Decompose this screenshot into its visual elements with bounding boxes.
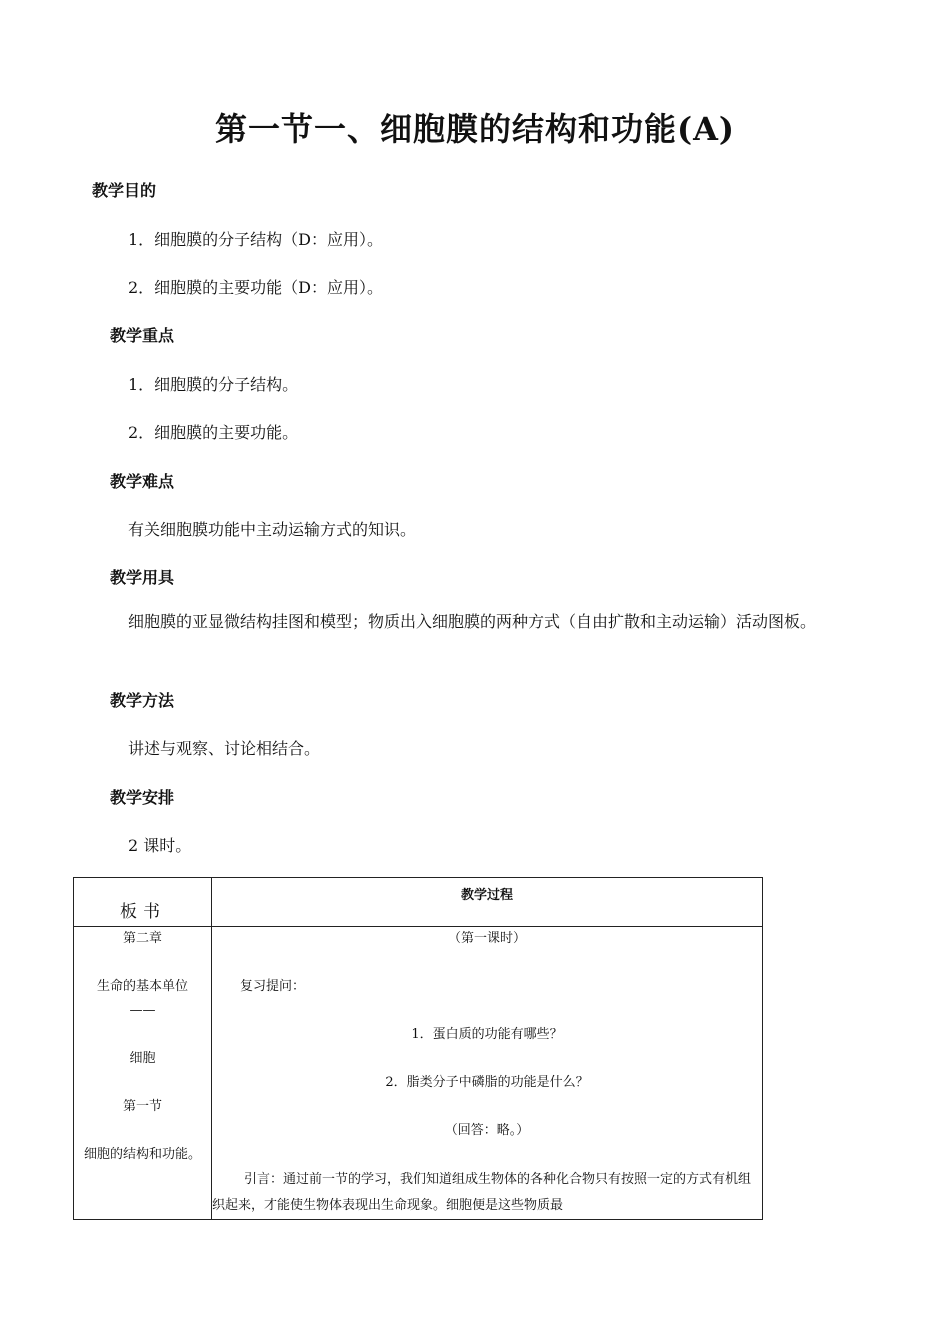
board-line-cell: 细胞: [129, 1051, 156, 1066]
board-cell: [74, 927, 212, 1220]
methods-heading: 教学方法: [110, 691, 175, 710]
process-header: 教学过程: [460, 888, 513, 903]
board-line-dash: ——: [129, 1003, 156, 1018]
key-point-item-2: 2．细胞膜的主要功能。: [128, 423, 299, 442]
board-line-section: 第一节: [122, 1099, 162, 1114]
review-label: 复习提问：: [240, 979, 306, 994]
page-title: 第一节一、细胞膜的结构和功能(A): [214, 110, 736, 148]
tools-heading: 教学用具: [110, 568, 175, 587]
board-header: 板书: [120, 902, 166, 922]
answer-note: （回答：略。）: [444, 1123, 530, 1138]
goal-item-2: 2．细胞膜的主要功能（D：应用）。: [128, 278, 384, 297]
difficulties-heading: 教学难点: [110, 472, 175, 491]
intro-text: 引言：通过前一节的学习，我们知道组成生物体的各种化合物只有按照一定的方式有机组织起来，才能使生物体表现出生命现象。细胞便是这些物质最: [212, 1172, 752, 1213]
board-line-chapter: 第二章: [122, 931, 162, 946]
process-cell: [212, 927, 763, 1220]
board-header-cell: [74, 878, 212, 927]
board-line-topic: 细胞的结构和功能。: [83, 1147, 201, 1162]
schedule-heading: 教学安排: [110, 788, 175, 807]
table-body-row: [74, 927, 763, 1220]
board-line-unit: 生命的基本单位: [96, 979, 188, 994]
goals-heading: 教学目的: [92, 181, 157, 200]
key-point-item-1: 1．细胞膜的分子结构。: [128, 375, 299, 394]
difficulties-text: 有关细胞膜功能中主动运输方式的知识。: [128, 520, 417, 539]
question-2: 2．脂类分子中磷脂的功能是什么？: [385, 1075, 589, 1090]
process-header-cell: [212, 878, 763, 927]
tools-text: 细胞膜的亚显微结构挂图和模型；物质出入细胞膜的两种方式（自由扩散和主动运输）活动图板。: [128, 612, 817, 631]
goal-item-1: 1．细胞膜的分子结构（D：应用）。: [128, 230, 384, 249]
teaching-process-table: [73, 877, 763, 1220]
key-points-heading: 教学重点: [110, 326, 175, 345]
question-1: 1．蛋白质的功能有哪些？: [411, 1027, 563, 1042]
schedule-text: 2 课时。: [128, 836, 192, 855]
table-header-row: [74, 878, 763, 927]
lesson-label: （第一课时）: [447, 931, 526, 946]
methods-text: 讲述与观察、讨论相结合。: [128, 739, 321, 758]
